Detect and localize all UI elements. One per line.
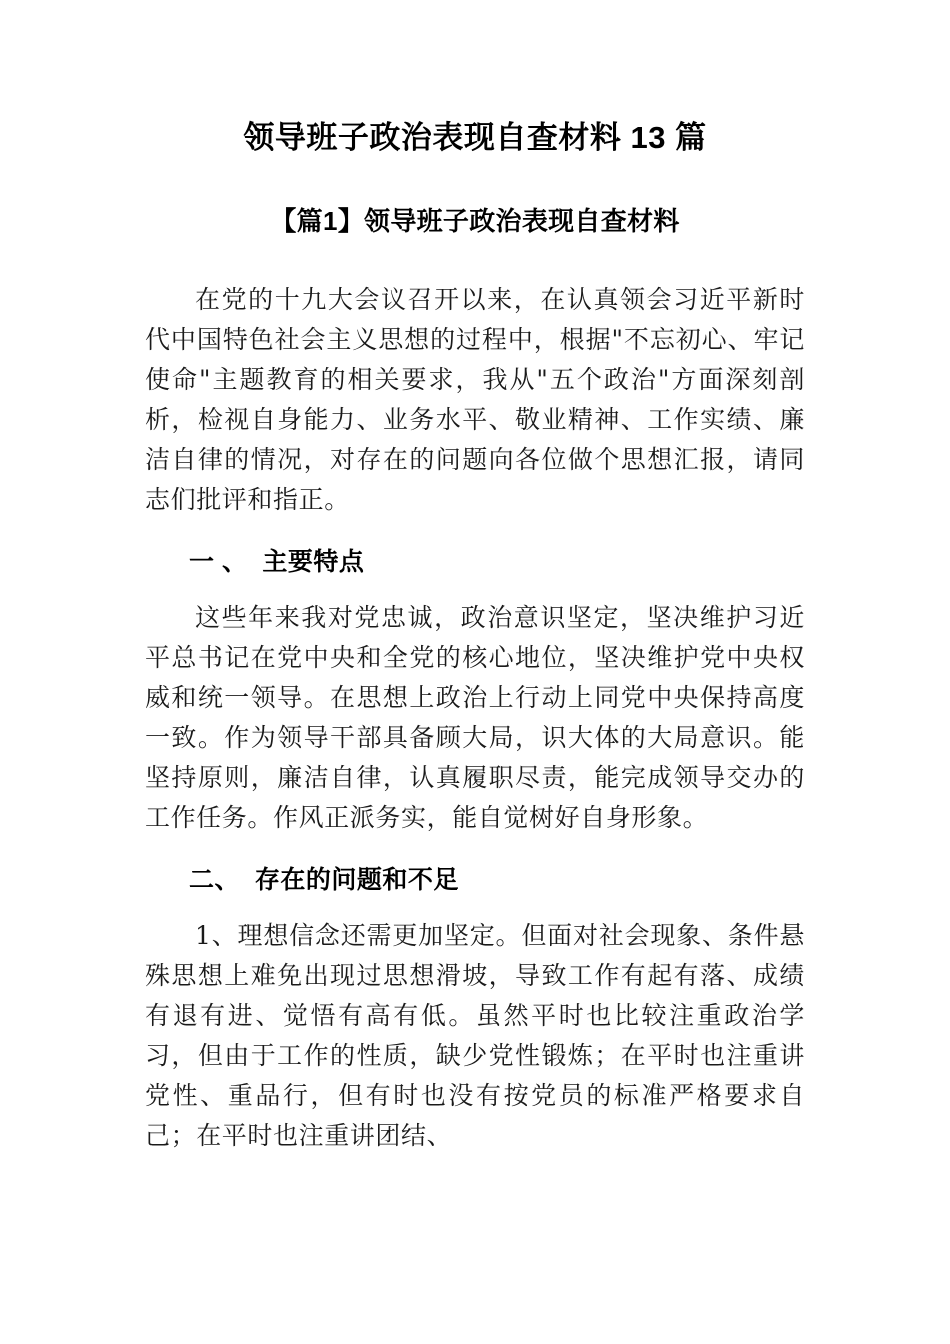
intro-paragraph: 在党的十九大会议召开以来，在认真领会习近平新时代中国特色社会主义思想的过程中，根据"不忘初心、牢记使命"主题教育的相关要求，我从"五个政治"方面深刻剖析，检视自身能力、业务水平、敬业精神、工作实绩、廉洁自律的情况，对存在的问题向各位做个思想汇报，请同志们批评和指正。 <box>145 285 805 514</box>
document-content <box>145 0 805 1156</box>
section-heading-one: 一 、 主要特点 <box>189 548 365 576</box>
section-two-item-one-paragraph: 1、理想信念还需更加坚定。但面对社会现象、条件悬殊思想上难免出现过思想滑坡，导致工作有起有落、成绩有退有进、觉悟有高有低。虽然平时也比较注重政治学习，但由于工作的性质，缺少党性锻炼；在平时也注重讲党性、重品行，但有时也没有按党员的标准严格要求自己；在平时也注重讲团结、 <box>145 921 805 1150</box>
section-one-paragraph: 这些年来我对党忠诚，政治意识坚定，坚决维护习近平总书记在党中央和全党的核心地位，坚决维护党中央权威和统一领导。在思想上政治上行动上同党中央保持高度一致。作为领导干部具备顾大局，识大体的大局意识。能坚持原则，廉洁自律，认真履职尽责，能完成领导交办的工作任务。作风正派务实，能自觉树好自身形象。 <box>145 603 805 832</box>
page-title: 领导班子政治表现自查材料 13 篇 <box>243 120 707 155</box>
section-heading-two: 二、 存在的问题和不足 <box>189 866 459 894</box>
document-subtitle: 【篇1】领导班子政治表现自查材料 <box>270 206 680 236</box>
